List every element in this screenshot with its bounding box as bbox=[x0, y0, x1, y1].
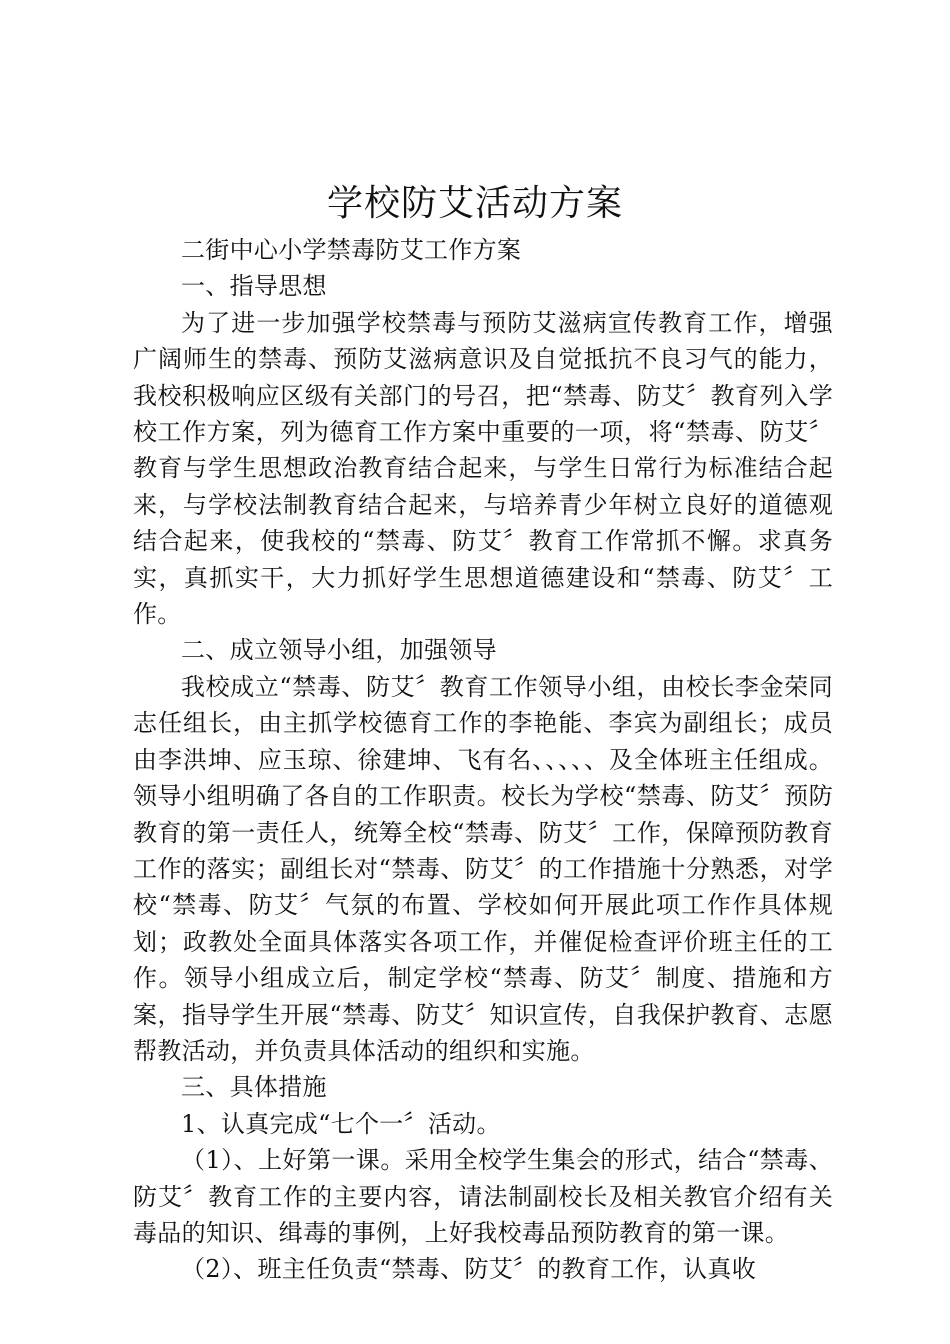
section-heading-leadership-group: 二、成立领导小组，加强领导 bbox=[181, 636, 497, 665]
section-heading-measures: 三、具体措施 bbox=[181, 1073, 327, 1102]
paragraph-leadership-group: 我校成立“禁毒、防艾〞教育工作领导小组，由校长李金荣同志任组长，由主抓学校德育工作的李艳能、李宾为副组长；成员由李洪坤、应玉琼、徐建坤、飞有名、、、、、及全体班主任组成。领导小组明确了各自的工作职责。校长为学校“禁毒、防艾〞预防教育的第一责任人，统筹全校“禁毒、防艾〞工作，保障预防教育工作的落实；副组长对“禁毒、防艾〞的工作措施十分熟悉，对学校“禁毒、防艾〞气氛的布置、学校如何开展此项工作作具体规划；政教处全面具体落实各项工作，并催促检查评价班主任的工作。领导小组成立后，制定学校“禁毒、防艾〞制度、措施和方案，指导学生开展“禁毒、防艾〞知识宣传，自我保护教育、志愿帮教活动，并负责具体活动的组织和实施。 bbox=[133, 672, 833, 1065]
paragraph-subtitle: 二街中心小学禁毒防艾工作方案 bbox=[181, 236, 522, 264]
paragraph-guiding-thought: 为了进一步加强学校禁毒与预防艾滋病宣传教育工作，增强广阔师生的禁毒、预防艾滋病意识及自觉抵抗不良习气的能力，我校积极响应区级有关部门的号召，把“禁毒、防艾〞教育列入学校工作方案，列为德育工作方案中重要的一项，将“禁毒、防艾〞教育与学生思想政治教育结合起来，与学生日常行为标准结合起来，与学校法制教育结合起来，与培养青少年树立良好的道德观结合起来，使我校的“禁毒、防艾〞教育工作常抓不懈。求真务实，真抓实干，大力抓好学生思想道德建设和“禁毒、防艾〞工作。 bbox=[133, 308, 833, 629]
paragraph-measure-1-item-2: （2）、班主任负责“禁毒、防艾〞的教育工作，认真收 bbox=[181, 1255, 757, 1284]
section-heading-guiding-thought: 一、指导思想 bbox=[181, 272, 327, 301]
document-title: 学校防艾活动方案 bbox=[326, 183, 623, 224]
document-body bbox=[133, 232, 833, 1288]
paragraph-measure-1: 1、认真完成“七个一〞活动。 bbox=[181, 1109, 501, 1138]
paragraph-measure-1-item-1: （1）、上好第一课。采用全校学生集会的形式，结合“禁毒、防艾〞教育工作的主要内容，请法制副校长及相关教官介绍有关毒品的知识、缉毒的事例，上好我校毒品预防教育的第一课。 bbox=[133, 1146, 833, 1247]
